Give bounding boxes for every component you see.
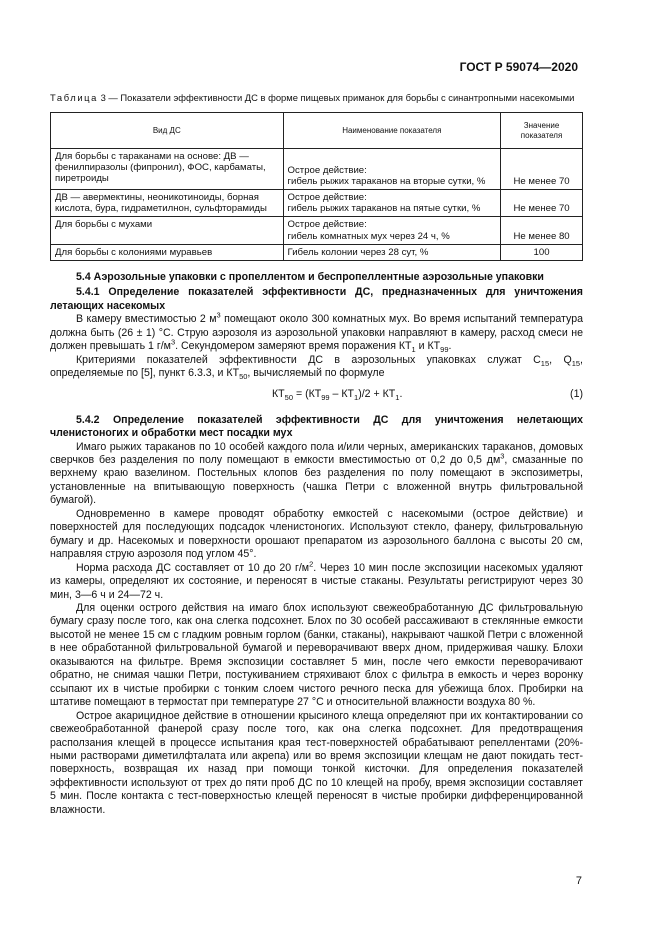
text-run: . [448,340,452,353]
text-run: = (КТ [293,387,322,400]
subscript: 50 [239,372,248,382]
table-row [51,244,583,260]
table-row [51,190,583,217]
section-5-4-2-title: 5.4.2 Определение показателей эффективности ДС для уничтожения нелетающих членистоногих и обработки мест посадки мух [50,413,583,440]
table-cell-indicator [283,217,501,244]
table-cell-indicator: Гибель колонии через 28 сут, % [283,244,501,260]
formula [272,388,402,401]
formula-number: (1) [570,387,583,400]
superscript: 3 [500,451,505,461]
text-run: , вычисляемый по формуле [247,367,385,380]
superscript: 3 [170,337,176,347]
indicator-line-2: гибель комнатных мух через 24 ч, % [287,230,450,242]
table-row [51,149,583,190]
indicators-table [50,112,583,261]
table-cell-kind: Для борьбы с колониями муравьев [51,244,284,260]
table-header-kind: Вид ДС [51,113,284,149]
superscript: 2 [309,559,314,569]
superscript: 3 [216,310,221,320]
text-run: )/2 + КТ [358,387,396,400]
text-run: , определяемые по [5], пункт 6.3.3, и КТ [50,353,583,380]
text-run: , Q [549,353,572,366]
paragraph [50,441,583,508]
text-run: Имаго рыжих тараканов по 10 особей каждого пола и/или черных, американских тараканов, домовых сверчков без разделения по полу помещают в емкости вместимостью от 0,2 до 0,5 дм [50,440,583,466]
table-header-value: Значение показателя [501,113,583,149]
table-cell-value: Не менее 80 [501,217,583,244]
document-body [50,271,583,817]
paragraph: Одновременно в камере проводят обработку емкостей с насекомыми (острое действие) и поверхностей для последующих подсадок членистоногих. Используют стекло, фанеру, фильтровальную бумагу и др. Насекомых и поверхности орошают препаратом из аэрозольного баллона с высоты 20 см, направляя струю аэрозоля под углом 45°. [50,507,583,561]
subscript: 1 [354,392,359,402]
text-run: Критериями показателей эффективности ДС в аэрозольных упаковках служат C [76,353,541,366]
text-run: Норма расхода ДС составляет от 10 до 20 г/м [76,561,310,574]
subscript: 15 [571,358,581,368]
subscript: 1 [395,392,400,402]
text-run: , смазанные по верхнему краю вазелином. Постельных клопов без разделения по полу помещают в экспозиметры, установленные на впитывающую поверхность (чашка Петри с вложенной внутрь фильтровальной бумагой). [50,453,583,507]
table-header-indicator: Наименование показателя [283,113,501,149]
table-cell-kind: Для борьбы с тараканами на основе: ДВ — фенилпиразолы (фипронил), ФОС, карбаматы, пиретроиды [51,149,284,190]
table-cell-indicator [283,190,501,217]
text-run: . [399,387,403,400]
subscript: 99 [440,345,449,355]
table-caption-label: Таблица [50,92,98,103]
subscript: 99 [321,392,330,402]
text-run: КТ [272,387,285,400]
text-run: . Через 10 мин после экспозиции насекомых удаляют из камеры, определяют их состояние, и переносят в чистые стаканы. Результаты регистрируют через 30 мин, 3—6 ч и 24—72 ч. [50,561,584,601]
text-run: – КТ [329,387,355,400]
indicator-line-2: гибель рыжих тараканов на пятые сутки, % [287,203,481,215]
paragraph [50,310,583,355]
paragraph [50,354,583,381]
table-cell-indicator [283,149,501,190]
page-number: 7 [575,875,582,887]
section-5-4-1-title: 5.4.1 Определение показателей эффективности ДС, предназначенных для уничтожения летающих насекомых [50,286,583,312]
subscript: 15 [540,358,550,368]
subscript: 50 [284,392,293,402]
document-header: ГОСТ Р 59074—2020 [459,60,578,74]
paragraph: Острое акарицидное действие в отношении крысиного клеща определяют при их контактировании со свежеобработанной фанерой сразу после того, как она слегка подсохнет. Для предотвращения расползания клещей в процессе испытания края тест-поверхностей обрабатывают репеллентами (20%-ными растворами диметилфталата или акрепа) или во время экспозиции клещам не дают покидать тест-поверхность, возвращая их назад при помощи тонкой кисточки. Для определения показателей эффективности используют от трех до пяти проб ДС по 10 клещей на пробу, время экспозиции составляет 5 мин. После контакта с тест-поверхностью клещей переносят в чистые пробирки дифференцированной влажности. [50,709,583,816]
paragraph: Для оценки острого действия на имаго блох используют свежеобработанную ДС фильтровальную бумагу сразу после того, как она слегка подсохнет. Блох по 30 особей рассаживают в стеклянные емкости высотой не менее 15 см с гладким ровным горлом (банки, стаканы), накрывают чашкой Петри с вложенной в нее обработанной фильтровальной бумагой и переворачивают вверх дном, придерживая чашку. Блохи оказываются на фильтре. Время экспозиции составляет 5 мин, после чего емкости переворачивают обратно, не снимая чашки Петри, постукиванием стряхивают блох с фильтра в емкость и через воронку ссыпают их в чистые пробирки с тонким слоем чистого речного песка для убежища блох. Пробирки на штативе помещают в термостат при температуре 27 °С и относительной влажности воздуха 80 %. [50,601,583,709]
table-caption-text: 3 — Показатели эффективности ДС в форме пищевых приманок для борьбы с синантропными насекомыми [100,92,575,103]
indicator-line-1: Острое действие: [287,164,367,176]
table-cell-value: Не менее 70 [501,190,583,217]
paragraph [50,559,584,602]
table-header-row [51,113,583,149]
indicator-line-1: Острое действие: [287,219,367,231]
indicator-line-2: гибель рыжих тараканов на вторые сутки, % [287,175,486,187]
table-caption [50,92,574,103]
section-5-4-title: 5.4 Аэрозольные упаковки с пропеллентом и беспропеллентные аэрозольные упаковки [76,271,544,283]
table-cell-value: 100 [501,244,583,260]
formula-block [50,386,583,410]
text-run: помещают около 300 комнатных мух. Во время испытаний температура должна быть (26 ± 1) °С. Струю аэрозоля из аэрозольной упаковки направляют в камеру, расход смеси не должен превышать 1 г/м [50,313,583,353]
table-cell-value: Не менее 70 [501,149,583,190]
subscript: 1 [411,345,416,355]
table-cell-kind: ДВ — авермектины, неоникотиноиды, борная кислота, бура, гидраметилнон, сульфторамиды [51,190,284,217]
indicator-line-1: Острое действие: [287,192,367,203]
table-row [51,217,583,244]
table-cell-kind: Для борьбы с мухами [51,217,284,244]
text-run: В камеру вместимостью 2 м [76,313,217,326]
text-run: . Секундомером замеряют время поражения КТ [175,340,412,353]
text-run: и КТ [415,340,441,353]
